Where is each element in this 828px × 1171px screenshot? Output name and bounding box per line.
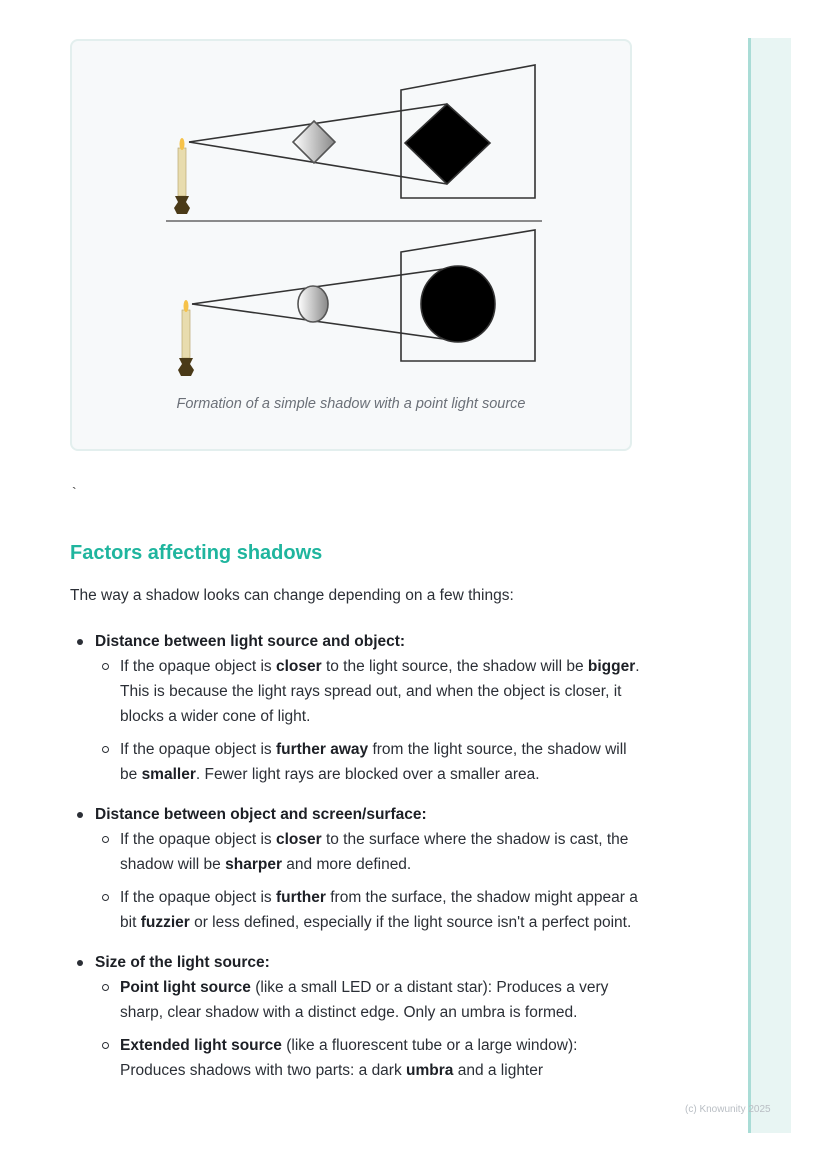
factor-points [95,827,640,935]
text: If the opaque object is [120,889,276,906]
candle-icon [178,300,194,376]
candle-icon [174,138,190,214]
shadow-diagram [72,41,634,453]
text: If the opaque object is [120,741,276,758]
emphasis: further away [275,741,369,758]
factors-list [70,629,640,1098]
diamond-object [293,121,335,163]
factor-point [95,1033,640,1083]
emphasis: fuzzier [140,914,190,931]
text: (like a small LED or a distant star): Produces a very sharp, clear shadow with a distinct edge. Only an umbra is formed. [120,979,609,1021]
side-panel [748,38,791,1133]
circle-shadow [421,266,495,342]
factor-point [95,827,640,877]
factor-item [70,629,640,787]
factor-point [95,975,640,1025]
factor-point [95,654,640,729]
emphasis: closer [275,658,322,675]
factor-title: Size of the light source: [95,954,270,971]
emphasis: bigger [587,658,636,675]
factor-title: Distance between object and screen/surface: [95,806,427,823]
sphere-object [298,286,328,322]
emphasis: umbra [406,1062,454,1079]
text: from the light source, the shadow will be [120,741,627,783]
section-heading: Factors affecting shadows [70,542,323,564]
text: or less defined, especially if the light source isn't a perfect point. [189,914,632,931]
text: If the opaque object is [120,658,276,675]
figure-caption: Formation of a simple shadow with a point light source [176,396,526,412]
text: . This is because the light rays spread out, and when the object is closer, it blocks a wider cone of light. [120,658,640,725]
emphasis: closer [275,831,322,848]
stray-mark: ` [72,484,77,500]
emphasis: smaller [141,766,196,783]
factor-title: Distance between light source and object: [95,633,406,650]
factor-point [95,737,640,787]
diamond-shadow [405,104,490,184]
text: . Fewer light rays are blocked over a smaller area. [195,766,540,783]
text: and a lighter [453,1062,544,1079]
text: and more defined. [281,856,412,873]
factor-item [70,802,640,935]
text: to the light source, the shadow will be [321,658,588,675]
factor-point [95,885,640,935]
factor-item [70,950,640,1083]
emphasis: further [275,889,326,906]
shadow-diagram-figure [70,39,632,451]
factor-points [95,975,640,1083]
emphasis: Extended light source [120,1037,282,1054]
text: to the surface where the shadow is cast, the shadow will be [120,831,629,873]
text: (like a fluorescent tube or a large window): Produces shadows with two parts: a dark [120,1037,578,1079]
copyright: (c) Knowunity 2025 [685,1104,771,1115]
text: If the opaque object is [120,831,276,848]
emphasis: Point light source [120,979,251,996]
emphasis: sharper [225,856,282,873]
section-intro: The way a shadow looks can change depending on a few things: [70,587,514,604]
factor-points [95,654,640,787]
text: from the surface, the shadow might appear a bit [120,889,638,931]
